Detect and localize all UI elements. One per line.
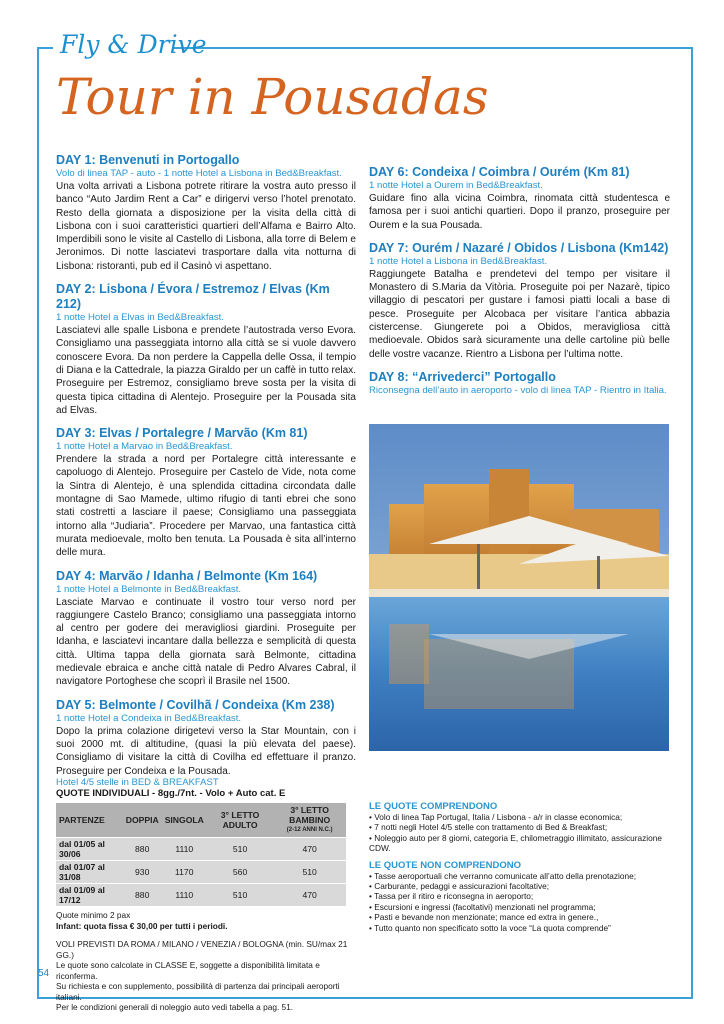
day-description: Lasciatevi alle spalle Lisbona e prendete l’autostrada verso Evora. Consigliamo una passeggiata intorno alla città se si vuole davvero conoscere Evora. Da non perdere la Cappella delle Ossa, il tempio di Diana e la Cattedrale, la piazza Giraldo per un caffè in tutto relax. Proseguire per Estremoz, consigliamo breve sosta per la visita di questa tipica cittadina di Alentejo. Proseguire per la Pousada sita ad Elvas.: [56, 325, 356, 416]
day-description: Lasciate Marvao e continuate il vostro tour verso nord per raggiungere Castelo Branco; consigliamo una passeggiata intorno al centro per godere dei meravigliosi giardini. Proseguite per Idanha, e lasciatevi incantare dalla bellezza e semplicità di questa città. Ultima tappa della giornata sarà Belmonte, cittadina medievale ebraica e anche città natale di Pedro Alvares Cabral, il navigatore Portoghese che scoprì il Brasile nel 1500.: [56, 596, 356, 688]
column-header-main: 3° LETTO BAMBINO: [289, 805, 331, 825]
includes-list: [369, 812, 669, 854]
day-title: DAY 1: Benvenuti in Portogallo: [56, 153, 240, 167]
list-item: • Tasse aeroportuali che verranno comunicate all’atto della prenotazione;: [369, 871, 669, 881]
list-item: • Escursioni e ingressi (facoltativi) menzionati nel programma;: [369, 902, 669, 912]
table-cell: 880: [123, 884, 162, 907]
table-cell: 1110: [162, 838, 207, 861]
day-description: Dopo la prima colazione dirigetevi verso la Star Mountain, con i suoi 2000 mt. di altitudine, (quasi la più elevata del paese). Consigliamo di visitare la città di Covilha ed effettuare il pranzo. Proseguire per Condeixa e la Pousada.: [56, 725, 356, 777]
list-item: • Noleggio auto per 8 giorni, categoria E, chilometraggio illimitato, assicurazione CDW.: [369, 833, 669, 854]
itinerary-right-column: [369, 165, 670, 406]
includes-heading: LE QUOTE COMPRENDONO: [369, 801, 498, 812]
day-title: DAY 4: Marvão / Idanha / Belmonte (Km 164): [56, 568, 318, 583]
day-description: Raggiungete Batalha e prendetevi del tempo per visitare il Monastero di S.Maria da Vitòria. Proseguite poi per Nazarè, tipico villaggio di pescatori per gustare i famosi piatti locali a base di pesce. Proseguite per Alcobaca per visitare l’antica abbazia cistercense. Giungerete poi a Obidos, meravigliosa città medioevale. Obidos sarà sicuramente una delle cartoline più belle delle vostre vacanze. Rientro a Lisbona per l’ultima notte.: [369, 268, 670, 360]
hotel-heading: Hotel 4/5 stelle in BED & BREAKFAST: [56, 777, 219, 788]
day-block: [56, 153, 356, 273]
table-cell: 930: [123, 861, 162, 884]
day-title: DAY 2: Lisbona / Évora / Estremoz / Elvas (Km 212): [56, 282, 330, 312]
day-block: [56, 282, 356, 417]
day-block: [369, 241, 670, 361]
day-subtitle: Riconsegna dell’auto in aeroporto - volo di linea TAP - Rientro in Italia.: [369, 384, 667, 396]
day-block: [56, 426, 356, 559]
list-item: • Tassa per il ritiro e riconsegna in aeroporto;: [369, 891, 669, 901]
itinerary-left-column: [56, 153, 356, 787]
table-cell: dal 01/09 al 17/12: [56, 884, 123, 907]
excludes-list: [369, 871, 669, 933]
table-cell: 880: [123, 838, 162, 861]
day-block: [369, 165, 670, 232]
price-notes: [56, 910, 356, 1013]
table-cell: 510: [273, 861, 346, 884]
day-title: DAY 7: Ourém / Nazaré / Obidos / Lisbona (Km142): [369, 240, 669, 255]
day-subtitle: 1 notte Hotel a Elvas in Bed&Breakfast.: [56, 312, 224, 324]
quote-section: [369, 801, 669, 939]
day-title: DAY 8: “Arrivederci” Portogallo: [369, 369, 556, 384]
day-block: [56, 698, 356, 778]
note-line: Infant: quota fissa € 30,00 per tutti i periodi.: [56, 920, 228, 931]
table-cell: 470: [273, 838, 346, 861]
table-header-row: [56, 803, 346, 838]
list-item: • Tutto quanto non specificato sotto la voce “La quota comprende”: [369, 923, 669, 933]
day-title: DAY 6: Condeixa / Coimbra / Ourém (Km 81): [369, 165, 630, 179]
page-subtitle: Fly & Drive: [60, 30, 207, 59]
table-cell: 1110: [162, 884, 207, 907]
table-cell: 1170: [162, 861, 207, 884]
table-row: [56, 838, 346, 861]
prices-table: [56, 803, 346, 906]
pousada-illustration: [369, 424, 669, 751]
table-cell: 510: [207, 884, 273, 907]
page-number: 54: [38, 968, 50, 979]
header-rule-left: [37, 47, 53, 49]
day-subtitle: 1 notte Hotel a Condeixa in Bed&Breakfast.: [56, 712, 242, 724]
note-line: Le quote sono calcolate in CLASSE E, soggette a disponibilità limitata e riconferma.: [56, 960, 320, 981]
day-block: [369, 370, 670, 397]
excludes-heading: LE QUOTE NON COMPRENDONO: [369, 859, 522, 871]
day-title: DAY 5: Belmonte / Covilhã / Condeixa (Km 238): [56, 697, 335, 712]
day-subtitle: 1 notte Hotel a Ourem in Bed&Breakfast.: [369, 180, 543, 191]
note-line: VOLI PREVISTI DA ROMA / MILANO / VENEZIA / BOLOGNA (min. SU/max 21 GG.): [56, 939, 348, 960]
note-line: Per le condizioni generali di noleggio auto vedi tabella a pag. 51.: [56, 1002, 294, 1012]
column-header: 3° LETTO ADULTO: [207, 803, 273, 838]
column-header: [273, 803, 346, 838]
table-cell: dal 01/07 al 31/08: [56, 861, 123, 884]
day-subtitle: Volo di linea TAP - auto - 1 notte Hotel a Lisbona in Bed&Breakfast.: [56, 168, 342, 179]
day-block: [56, 569, 356, 689]
column-header: SINGOLA: [162, 803, 207, 838]
column-header-note: (2-12 ANNI N.C.): [286, 827, 333, 833]
table-cell: 510: [207, 838, 273, 861]
list-item: • 7 notti negli Hotel 4/5 stelle con trattamento di Bed & Breakfast;: [369, 822, 669, 832]
list-item: • Carburante, pedaggi e assicurazioni facoltative;: [369, 881, 669, 891]
pousada-photo: [369, 424, 669, 751]
day-subtitle: 1 notte Hotel a Marvao in Bed&Breakfast.: [56, 441, 233, 453]
page-title: Tour in Pousadas: [56, 68, 489, 126]
note-line: Su richiesta e con supplemento, possibilità di partenza dai principali aeroporti italiani.: [56, 981, 340, 1002]
column-header: DOPPIA: [123, 803, 162, 838]
table-row: [56, 861, 346, 884]
hotel-prices-section: [56, 777, 356, 1013]
note-line: Quote minimo 2 pax: [56, 910, 131, 920]
day-title: DAY 3: Elvas / Portalegre / Marvão (Km 81): [56, 426, 308, 441]
table-cell: 470: [273, 884, 346, 907]
table-cell: dal 01/05 al 30/06: [56, 838, 123, 861]
day-description: Una volta arrivati a Lisbona potrete ritirare la vostra auto presso il banco “Auto Jardim Rent a Car” e dirigervi verso l’hotel prenotato. Resto della giornata a disposizione per la visita della città di Lisbona con i suoi caratteristici quartieri dell’Alfama e Bairro Alto. Imperdibili sono le visite al Castello di Lisbona, alla torre di Belem e Jeronimos. Di notte lasciatevi trasportare dalla vita notturna di Lisbona: ristoranti, pub ed il Casinò vi aspettano.: [56, 181, 356, 272]
day-subtitle: 1 notte Hotel a Belmonte in Bed&Breakfast.: [56, 583, 242, 595]
day-subtitle: 1 notte Hotel a Lisbona in Bed&Breakfast.: [369, 255, 548, 267]
day-description: Guidare fino alla vicina Coimbra, rinomata città studentesca e famosa per i suoi antichi quartieri. Dopo il pranzo, proseguire per Ourem e la sua Pousada.: [369, 193, 670, 231]
list-item: • Volo di linea Tap Portugal, Italia / Lisbona - a/r in classe economica;: [369, 812, 669, 822]
table-row: [56, 884, 346, 907]
header-rule-right: [174, 47, 691, 49]
table-cell: 560: [207, 861, 273, 884]
prices-heading: QUOTE INDIVIDUALI - 8gg./7nt. - Volo + Auto cat. E: [56, 788, 286, 799]
list-item: • Pasti e bevande non menzionate; mance ed extra in genere.,: [369, 912, 669, 922]
column-header: PARTENZE: [56, 803, 123, 838]
day-description: Prendere la strada a nord per Portalegre città interessante e capoluogo di Alentejo. Proseguire per Castelo de Vide, nota come la Sintra di Alentejo, è una splendida cittadina circondata dalle montagne di Sao Mamede, ultimo rifugio di tanti ebrei che sono stati costretti a lasciare il paese; Consigliamo una passeggiata intorno alla “Judiaria”. Procedere per Marvao, una fantastica città murata medioevale, molto ben tenuta. La Pousada è sita all’interno delle mura.: [56, 454, 356, 559]
